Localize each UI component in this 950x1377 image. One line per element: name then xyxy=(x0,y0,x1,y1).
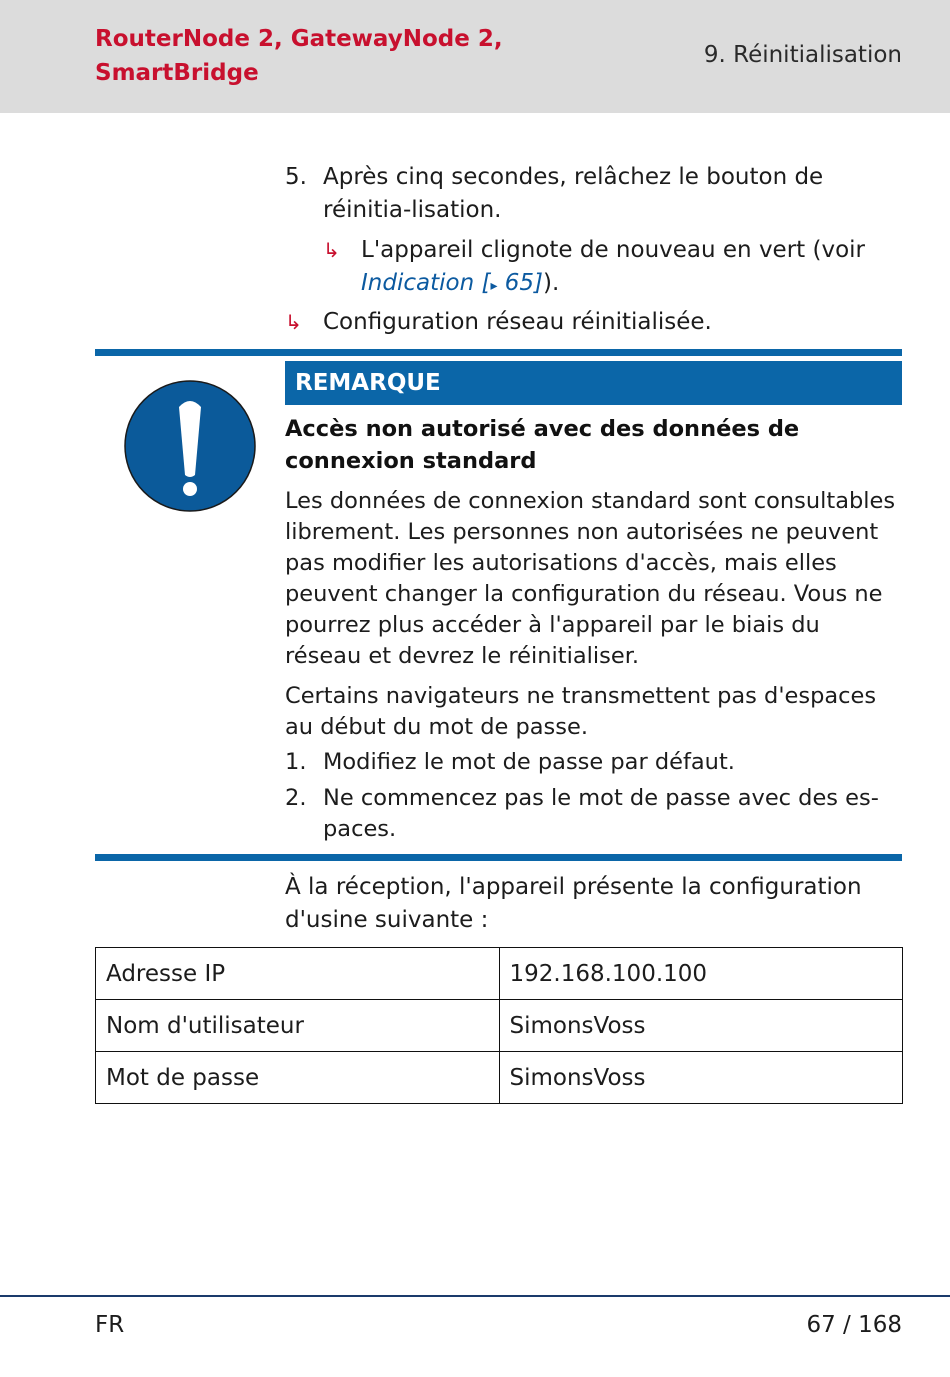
result-text: L'appareil clignote de nouveau en vert (voir xyxy=(361,237,865,263)
result-arrow-icon: ↳ xyxy=(323,238,340,262)
table-cell-value: 192.168.100.100 xyxy=(499,948,903,1000)
warning-exclamation-icon xyxy=(123,379,257,513)
intro-paragraph: À la réception, l'appareil présente la configuration d'usine suivante : xyxy=(285,874,862,933)
footer-language: FR xyxy=(95,1312,125,1338)
footer-divider xyxy=(0,1295,950,1297)
notice-paragraph-2: Certains navigateurs ne transmettent pas d'espaces au début du mot de passe. xyxy=(285,683,877,740)
cross-reference-link[interactable]: Indication [▸ 65] xyxy=(361,270,544,296)
table-cell-value: SimonsVoss xyxy=(499,1052,903,1104)
document-title: RouterNode 2, GatewayNode 2, SmartBridge xyxy=(95,26,503,86)
table-cell-key: Nom d'utilisateur xyxy=(96,1000,500,1052)
table-row xyxy=(96,1052,903,1104)
notice-step-1 xyxy=(285,747,902,778)
step-text: Après cinq secondes, relâchez le bouton de réinitia-lisation. xyxy=(323,164,824,223)
chapter-title: 9. Réinitialisation xyxy=(703,42,902,68)
step-number: 1. xyxy=(285,749,307,775)
notice-bottom-rule xyxy=(95,854,902,861)
factory-config-table xyxy=(95,947,903,1104)
result-text: Configuration réseau réinitialisée. xyxy=(323,309,712,335)
table-cell-key: Adresse IP xyxy=(96,948,500,1000)
notice-top-rule xyxy=(95,349,902,356)
notice-heading: Accès non autorisé avec des données de connexion standard xyxy=(285,416,800,474)
step-text: Modifiez le mot de passe par défaut. xyxy=(323,749,735,775)
result-item-reset xyxy=(285,306,845,339)
step-number: 2. xyxy=(285,785,307,811)
step-number: 5. xyxy=(285,164,307,190)
result-item-blink: ↳ L'appareil clignote de nouveau en vert (voir Indication [▸ 65]). xyxy=(323,234,883,303)
result-arrow-icon: ↳ xyxy=(285,310,302,334)
notice-step-2 xyxy=(285,783,902,845)
table-cell-key: Mot de passe xyxy=(96,1052,500,1104)
instruction-step-5 xyxy=(285,161,902,227)
footer-page-number: 67 / 168 xyxy=(806,1312,902,1338)
table-row xyxy=(96,1000,903,1052)
table-row xyxy=(96,948,903,1000)
notice-label-bar xyxy=(285,361,902,405)
table-cell-value: SimonsVoss xyxy=(499,1000,903,1052)
page-header xyxy=(0,0,950,113)
notice-label: REMARQUE xyxy=(295,370,441,396)
notice-paragraph-1: Les données de connexion standard sont consultables librement. Les personnes non autorisées ne peuvent pas modifier les autorisations d'accès, mais elles peuvent changer la configuration du réseau. Vous ne pourrez plus accéder à l'appareil par le biais du réseau et devrez le réinitialiser. xyxy=(285,488,896,669)
step-text: Ne commencez pas le mot de passe avec des es-paces. xyxy=(323,785,879,842)
page-arrow-icon: ▸ xyxy=(490,278,498,294)
